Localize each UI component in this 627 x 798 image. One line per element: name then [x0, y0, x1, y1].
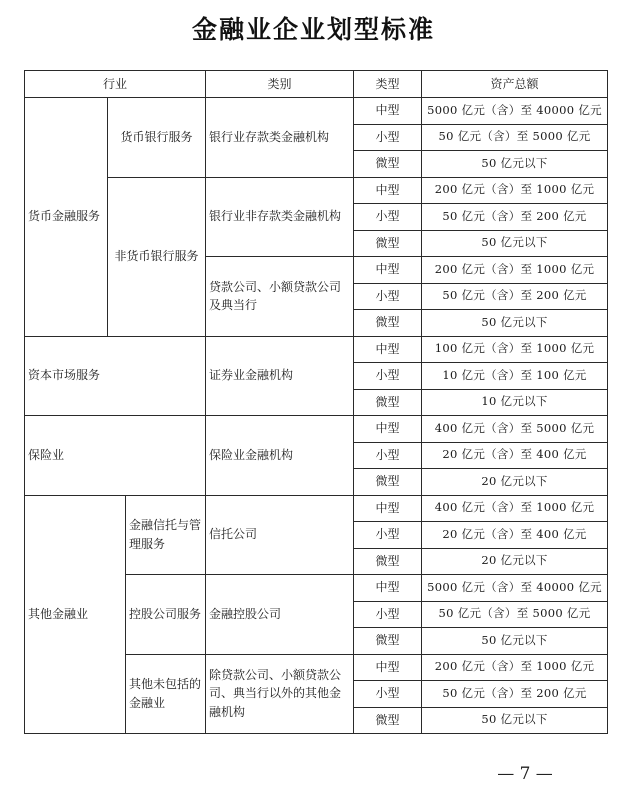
assets-cell: 200 亿元（含）至 1000 亿元 — [422, 654, 608, 681]
assets-cell: 50 亿元以下 — [422, 628, 608, 655]
type-cell: 微型 — [354, 389, 422, 416]
table-row — [25, 416, 608, 443]
type-cell: 小型 — [354, 363, 422, 390]
type-cell: 小型 — [354, 601, 422, 628]
assets-cell: 50 亿元（含）至 200 亿元 — [422, 204, 608, 231]
assets-cell: 20 亿元以下 — [422, 548, 608, 575]
table-row — [25, 336, 608, 363]
assets-cell: 10 亿元以下 — [422, 389, 608, 416]
classification-table — [24, 70, 608, 734]
type-cell: 中型 — [354, 654, 422, 681]
industry-other: 其他金融业 — [25, 495, 126, 734]
header-type: 类型 — [354, 71, 422, 98]
category-nondeposit: 银行业非存款类金融机构 — [206, 177, 354, 257]
category-insurance: 保险业金融机构 — [206, 416, 354, 496]
type-cell: 小型 — [354, 124, 422, 151]
assets-cell: 10 亿元（含）至 100 亿元 — [422, 363, 608, 390]
header-industry: 行业 — [25, 71, 206, 98]
assets-cell: 400 亿元（含）至 5000 亿元 — [422, 416, 608, 443]
type-cell: 中型 — [354, 98, 422, 125]
type-cell: 小型 — [354, 204, 422, 231]
type-cell: 中型 — [354, 177, 422, 204]
table-row — [25, 177, 608, 204]
type-cell: 小型 — [354, 681, 422, 708]
sub-industry-other-fin: 其他未包括的金融业 — [126, 654, 206, 734]
assets-cell: 50 亿元以下 — [422, 230, 608, 257]
assets-cell: 50 亿元（含）至 200 亿元 — [422, 681, 608, 708]
table-row — [25, 98, 608, 125]
assets-cell: 50 亿元（含）至 5000 亿元 — [422, 601, 608, 628]
assets-cell: 50 亿元以下 — [422, 310, 608, 337]
type-cell: 小型 — [354, 283, 422, 310]
industry-capital: 资本市场服务 — [25, 336, 206, 416]
category-deposit: 银行业存款类金融机构 — [206, 98, 354, 178]
type-cell: 微型 — [354, 469, 422, 496]
assets-cell: 50 亿元以下 — [422, 151, 608, 178]
page-number: — 7 — — [497, 764, 553, 784]
type-cell: 微型 — [354, 707, 422, 734]
header-assets: 资产总额 — [422, 71, 608, 98]
assets-cell: 20 亿元以下 — [422, 469, 608, 496]
assets-cell: 20 亿元（含）至 400 亿元 — [422, 522, 608, 549]
assets-cell: 50 亿元（含）至 200 亿元 — [422, 283, 608, 310]
category-other: 除贷款公司、小额贷款公司、典当行以外的其他金融机构 — [206, 654, 354, 734]
assets-cell: 200 亿元（含）至 1000 亿元 — [422, 257, 608, 284]
assets-cell: 5000 亿元（含）至 40000 亿元 — [422, 575, 608, 602]
assets-cell: 100 亿元（含）至 1000 亿元 — [422, 336, 608, 363]
sub-industry-trust: 金融信托与管理服务 — [126, 495, 206, 575]
type-cell: 小型 — [354, 442, 422, 469]
type-cell: 中型 — [354, 495, 422, 522]
sub-industry-nonbank: 非货币银行服务 — [108, 177, 206, 336]
table-header-row — [25, 71, 608, 98]
page-title: 金融业企业划型标准 — [191, 15, 435, 44]
type-cell: 微型 — [354, 628, 422, 655]
type-cell: 微型 — [354, 151, 422, 178]
category-loan: 贷款公司、小额贷款公司及典当行 — [206, 257, 354, 337]
sub-industry-holding: 控股公司服务 — [126, 575, 206, 655]
type-cell: 微型 — [354, 230, 422, 257]
type-cell: 微型 — [354, 310, 422, 337]
type-cell: 中型 — [354, 257, 422, 284]
type-cell: 中型 — [354, 575, 422, 602]
category-securities: 证券业金融机构 — [206, 336, 354, 416]
assets-cell: 200 亿元（含）至 1000 亿元 — [422, 177, 608, 204]
header-category: 类别 — [206, 71, 354, 98]
type-cell: 微型 — [354, 548, 422, 575]
type-cell: 中型 — [354, 336, 422, 363]
type-cell: 中型 — [354, 416, 422, 443]
category-trust: 信托公司 — [206, 495, 354, 575]
assets-cell: 20 亿元（含）至 400 亿元 — [422, 442, 608, 469]
assets-cell: 50 亿元（含）至 5000 亿元 — [422, 124, 608, 151]
table-row — [25, 495, 608, 522]
sub-industry-bank: 货币银行服务 — [108, 98, 206, 178]
assets-cell: 5000 亿元（含）至 40000 亿元 — [422, 98, 608, 125]
category-holding: 金融控股公司 — [206, 575, 354, 655]
industry-insurance: 保险业 — [25, 416, 206, 496]
type-cell: 小型 — [354, 522, 422, 549]
assets-cell: 400 亿元（含）至 1000 亿元 — [422, 495, 608, 522]
assets-cell: 50 亿元以下 — [422, 707, 608, 734]
industry-monetary: 货币金融服务 — [25, 98, 108, 337]
